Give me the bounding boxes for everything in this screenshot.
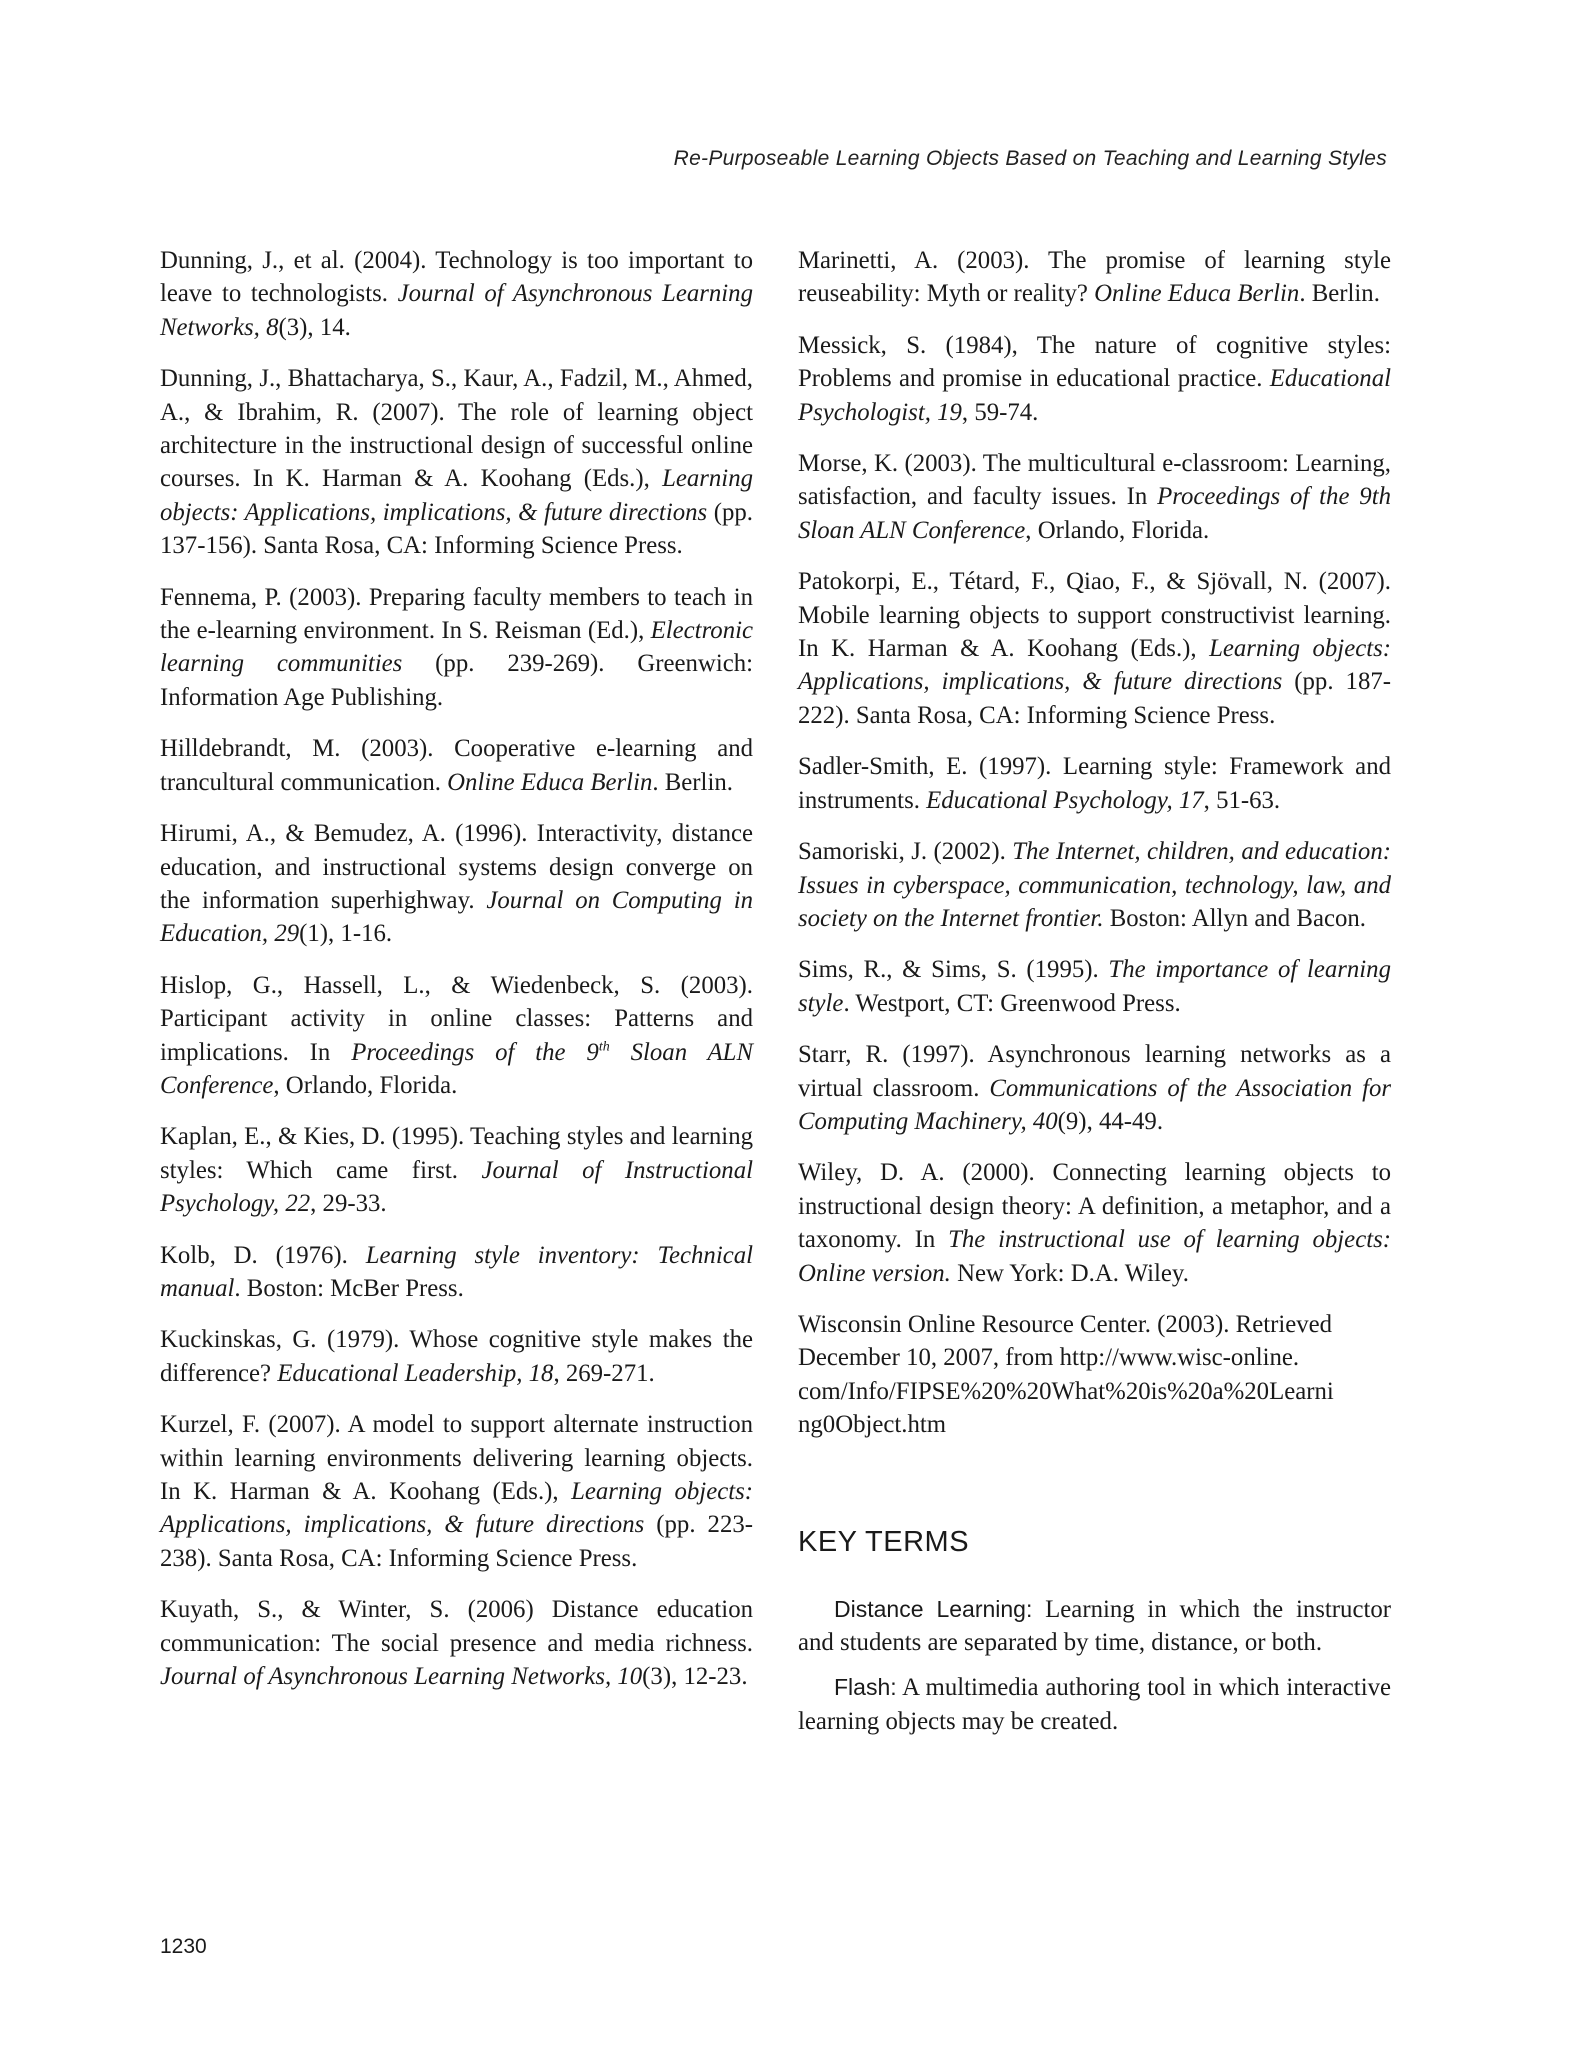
key-term-definition: Learning in which the instructor and students are separated by time, distance, or both.: [798, 1595, 1391, 1656]
reference-entry: Hislop, G., Hassell, L., & Wiedenbeck, S. (2003). Participant activity in online classes: Patterns and implications. In Proceedings of the 9th Sloan ALN Conference, Orlando, Florida.: [160, 971, 753, 1099]
reference-entry: Patokorpi, E., Tétard, F., Qiao, F., & Sjövall, N. (2007). Mobile learning objects to support constructivist learning. In K. Harman & A. Koohang (Eds.), Learning objects: Applications, implications, & future directions (pp. 187-222). Santa Rosa, CA: Informing Science Press.: [798, 568, 1392, 729]
references-right-column: [798, 244, 1391, 1750]
reference-entry: Hirumi, A., & Bemudez, A. (1996). Interactivity, distance education, and instructional systems design converge on the information superhighway. Journal on Computing in Education, 29(1), 1-16.: [160, 820, 753, 948]
key-terms-heading: KEY TERMS: [798, 1525, 970, 1558]
key-term-entry: [798, 1671, 1391, 1738]
reference-entry: Messick, S. (1984), The nature of cognitive styles: Problems and promise in educational practice. Educational Psychologist, 19, 59-74.: [798, 331, 1391, 426]
page-number: 1230: [160, 1935, 207, 1958]
reference-entry: Starr, R. (1997). Asynchronous learning networks as a virtual classroom. Communications of the Association for Computing Machinery, 40(9), 44-49.: [798, 1041, 1392, 1135]
reference-entry: Sadler-Smith, E. (1997). Learning style: Framework and instruments. Educational Psychology, 17, 51-63.: [798, 753, 1391, 814]
reference-entry: Kuckinskas, G. (1979). Whose cognitive style makes the difference? Educational Leadership, 18, 269-271.: [160, 1326, 753, 1387]
key-term-entry: [798, 1593, 1391, 1660]
key-term-definition: A multimedia authoring tool in which interactive learning objects may be created.: [798, 1674, 1391, 1735]
references-left-column: [160, 244, 753, 1711]
key-term-name: Flash:: [834, 1674, 897, 1701]
reference-entry: Dunning, J., et al. (2004). Technology is too important to leave to technologists. Journal of Asynchronous Learning Networks, 8(3), 14.: [160, 247, 753, 341]
reference-entry: Morse, K. (2003). The multicultural e-classroom: Learning, satisfaction, and faculty issues. In Proceedings of the 9th Sloan ALN Conference, Orlando, Florida.: [798, 450, 1391, 544]
reference-entry: Kurzel, F. (2007). A model to support alternate instruction within learning environments delivering learning objects. In K. Harman & A. Koohang (Eds.), Learning objects: Applications, implications, & future directions (pp. 223-238). Santa Rosa, CA: Informing Science Press.: [160, 1411, 754, 1572]
reference-entry: Kaplan, E., & Kies, D. (1995). Teaching styles and learning styles: Which came first. Journal of Instructional Psychology, 22, 29-33.: [160, 1123, 753, 1218]
reference-entry: Hilldebrandt, M. (2003). Cooperative e-learning and trancultural communication. Online Educa Berlin. Berlin.: [160, 735, 753, 796]
reference-entry: Wisconsin Online Resource Center. (2003). Retrieved December 10, 2007, from http://www.wisc-online.​com/Info/FIPSE%20%20What%20is%20a%20Learni​ng0Object.htm: [798, 1310, 1334, 1439]
reference-entry: Marinetti, A. (2003). The promise of learning style reuseability: Myth or reality? Online Educa Berlin. Berlin.: [798, 247, 1391, 308]
running-head: Re-Purposeable Learning Objects Based on Teaching and Learning Styles: [673, 147, 1387, 170]
reference-entry: Samoriski, J. (2002). The Internet, children, and education: Issues in cyberspace, communication, technology, law, and society on the Internet frontier. Boston: Allyn and Bacon.: [798, 838, 1391, 932]
reference-entry: Wiley, D. A. (2000). Connecting learning objects to instructional design theory: A definition, a metaphor, and a taxonomy. In The instructional use of learning objects: Online version. New York: D.A. Wiley.: [798, 1159, 1391, 1287]
key-term-name: Distance Learning:: [834, 1595, 1033, 1622]
reference-entry: Fennema, P. (2003). Preparing faculty members to teach in the e-learning environment. In S. Reisman (Ed.), Electronic learning communities (pp. 239-269). Greenwich: Information Age Publishing.: [160, 583, 754, 711]
reference-entry: Sims, R., & Sims, S. (1995). The importance of learning style. Westport, CT: Greenwood Press.: [798, 956, 1391, 1017]
reference-entry: Dunning, J., Bhattacharya, S., Kaur, A., Fadzil, M., Ahmed, A., & Ibrahim, R. (2007). The role of learning object architecture in the instructional design of successful online courses. In K. Harman & A. Koohang (Eds.), Learning objects: Applications, implications, & future directions (pp. 137-156). Santa Rosa, CA: Informing Science Press.: [160, 365, 753, 560]
reference-entry: Kolb, D. (1976). Learning style inventory: Technical manual. Boston: McBer Press.: [160, 1241, 753, 1302]
reference-entry: Kuyath, S., & Winter, S. (2006) Distance education communication: The social presence and media richness. Journal of Asynchronous Learning Networks, 10(3), 12-23.: [160, 1596, 753, 1691]
